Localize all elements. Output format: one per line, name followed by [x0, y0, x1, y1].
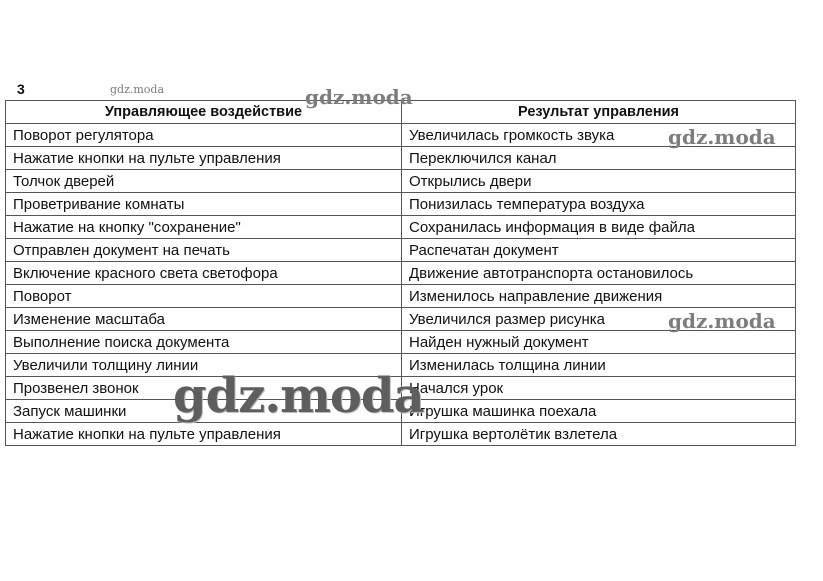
table-row [6, 262, 796, 285]
result-cell: Увеличился размер рисунка [402, 308, 796, 331]
action-cell: Поворот [6, 285, 402, 308]
action-cell: Проветривание комнаты [6, 193, 402, 216]
result-cell: Изменилось направление движения [402, 285, 796, 308]
action-cell: Включение красного света светофора [6, 262, 402, 285]
result-cell: Изменилась толщина линии [402, 354, 796, 377]
table-row [6, 423, 796, 446]
watermark-top: gdz.moda [305, 85, 413, 109]
action-cell: Нажатие на кнопку "сохранение" [6, 216, 402, 239]
table-row [6, 400, 796, 423]
table-row [6, 147, 796, 170]
watermark-large: gdz.moda [173, 368, 424, 424]
table-row [6, 354, 796, 377]
watermark-right-upper: gdz.moda [668, 125, 776, 149]
control-table [5, 100, 796, 446]
result-cell: Начался урок [402, 377, 796, 400]
table-row [6, 239, 796, 262]
result-cell: Распечатан документ [402, 239, 796, 262]
watermark-small: gdz.moda [110, 83, 165, 96]
action-cell: Изменение масштаба [6, 308, 402, 331]
table-row [6, 193, 796, 216]
watermark-right-lower: gdz.moda [668, 309, 776, 333]
result-cell: Игрушка вертолётик взлетела [402, 423, 796, 446]
table-row [6, 331, 796, 354]
action-cell: Увеличили толщину линии [6, 354, 402, 377]
result-cell: Понизилась температура воздуха [402, 193, 796, 216]
action-cell: Толчок дверей [6, 170, 402, 193]
table-row [6, 308, 796, 331]
result-cell: Переключился канал [402, 147, 796, 170]
table-row [6, 216, 796, 239]
action-cell: Поворот регулятора [6, 124, 402, 147]
table-row [6, 377, 796, 400]
task-number: 3 [17, 81, 25, 97]
header-control-result: Результат управления [402, 101, 796, 124]
table-row [6, 124, 796, 147]
table-row [6, 170, 796, 193]
header-control-action: Управляющее воздействие [6, 101, 402, 124]
result-cell: Игрушка машинка поехала [402, 400, 796, 423]
table-header-row [6, 101, 796, 124]
action-cell: Отправлен документ на печать [6, 239, 402, 262]
result-cell: Сохранилась информация в виде файла [402, 216, 796, 239]
action-cell: Запуск машинки [6, 400, 402, 423]
action-cell: Нажатие кнопки на пульте управления [6, 423, 402, 446]
table-row [6, 285, 796, 308]
result-cell: Открылись двери [402, 170, 796, 193]
action-cell: Прозвенел звонок [6, 377, 402, 400]
action-cell: Выполнение поиска документа [6, 331, 402, 354]
result-cell: Найден нужный документ [402, 331, 796, 354]
action-cell: Нажатие кнопки на пульте управления [6, 147, 402, 170]
result-cell: Увеличилась громкость звука [402, 124, 796, 147]
result-cell: Движение автотранспорта остановилось [402, 262, 796, 285]
